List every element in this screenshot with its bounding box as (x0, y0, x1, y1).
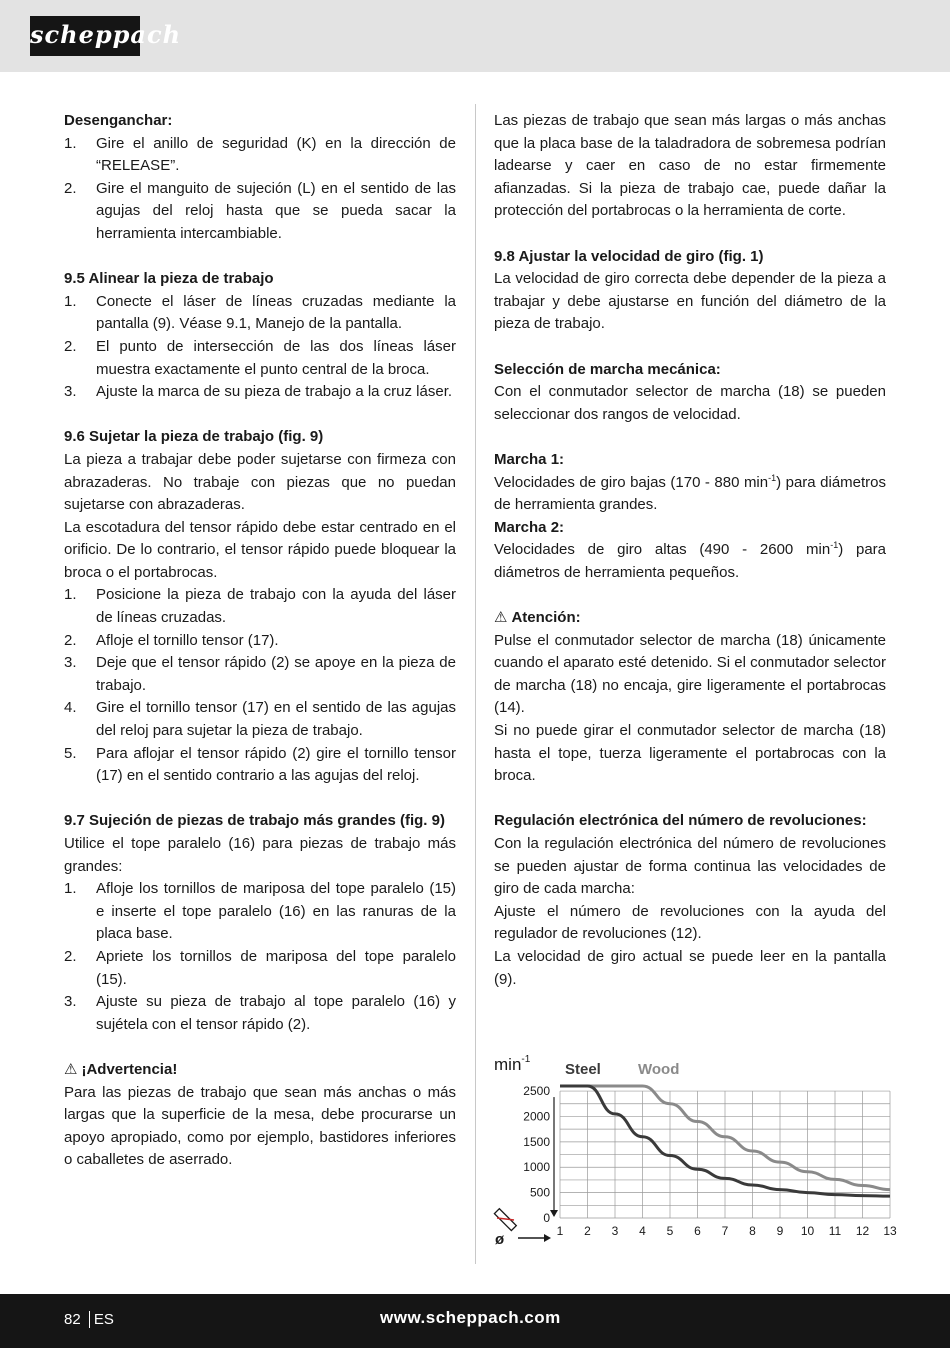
list-item: 1. Gire el anillo de seguridad (K) en la dirección de “RELEASE”. (64, 134, 456, 175)
paragraph: Si no puede girar el conmutador selector de marcha (18) hasta el tope, tuerza ligeramente el portabrocas con la broca. (494, 722, 886, 785)
header-bar (0, 0, 950, 72)
list-item: 3. Deje que el tensor rápido (2) se apoye en la pieza de trabajo. (64, 654, 456, 694)
speed-chart (492, 1048, 904, 1252)
gear-1-text: Velocidades de giro bajas (170 - 880 $\min^{-1}$) para diámetros de herramienta grandes. (494, 472, 887, 514)
desenganchar-heading: Desenganchar: (64, 112, 173, 129)
warning-heading: ⚠ ¡Advertencia! (64, 1059, 456, 1082)
paragraph: Las piezas de trabajo que sean más largas o más anchas que la placa base de la taladradora de sobremesa podrían ladearse y caer en caso de no estar firmemente afianzadas. Si la pieza de trabajo cae, puede dañar la protección del portabrocas o la herramienta de corte. (494, 112, 886, 220)
list-item: 2. Apriete los tornillos de mariposa del tope paralelo (15). (64, 947, 456, 988)
paragraph: La velocidad de giro correcta debe depender de la pieza a trabajar y debe ajustarse en función del diámetro de la pieza de trabajo. (494, 270, 886, 333)
warning-triangle-icon: ⚠ (64, 1060, 78, 1078)
y-tick-label: 2500 (523, 1084, 550, 1099)
list-item: 3. Ajuste su pieza de trabajo al tope paralelo (16) y sujétela con el tensor rápido (2). (64, 993, 456, 1033)
paragraph: Con la regulación electrónica del número de revoluciones se pueden ajustar de forma continua las velocidades de giro de cada marcha: (494, 835, 886, 898)
section-9-7-heading: 9.7 Sujeción de piezas de trabajo más grandes (fig. 9) (64, 812, 445, 830)
paragraph: La velocidad de giro actual se puede leer en la pantalla (9). (494, 947, 886, 988)
x-axis-label: ø (495, 1231, 505, 1248)
x-tick-label: 6 (694, 1224, 701, 1238)
left-column (64, 110, 456, 1172)
chart-legend (565, 1061, 679, 1078)
list-item: 3. Ajuste la marca de su pieza de trabajo a la cruz láser. (64, 383, 453, 401)
gear-selection-heading: Selección de marcha mecánica: (494, 360, 721, 378)
electronic-regulation-heading: Regulación electrónica del número de revoluciones: (494, 812, 867, 830)
x-tick-label: 11 (828, 1224, 842, 1238)
section-9-5-heading: 9.5 Alinear la pieza de trabajo (64, 270, 274, 288)
gear-1-heading: Marcha 1: (494, 450, 565, 468)
warning-triangle-icon: ⚠ (494, 609, 508, 627)
attention-heading: ⚠ Atención: (494, 607, 886, 630)
list-item: 1. Afloje los tornillos de mariposa del tope paralelo (15) e inserte el tope paralelo (16) en las ranuras de la placa base. (64, 880, 456, 943)
section-9-7-list (64, 878, 456, 1036)
footer-bar (0, 1294, 950, 1348)
chart-grid (560, 1091, 890, 1218)
section-9-6-heading: 9.6 Sujetar la pieza de trabajo (fig. 9) (64, 428, 324, 446)
x-tick-label: 8 (749, 1224, 756, 1238)
chart-ticks (523, 1084, 897, 1238)
y-tick-label: 500 (529, 1185, 550, 1200)
list-item: 2. Gire el manguito de sujeción (L) en el sentido de las agujas del reloj hasta que se pueda sacar la herramienta intercambiable. (64, 179, 456, 242)
section-9-6-list (64, 584, 456, 787)
y-axis-label: $\min^{-1}$ (494, 1054, 531, 1074)
x-tick-label: 4 (639, 1224, 646, 1238)
list-item: 1. Posicione la pieza de trabajo con la ayuda del láser de líneas cruzadas. (64, 586, 456, 627)
x-tick-label: 10 (800, 1224, 815, 1238)
x-tick-label: 12 (855, 1224, 870, 1238)
y-tick-label: 2000 (523, 1109, 550, 1124)
gear-2-heading: Marcha 2: (494, 518, 565, 536)
warning-text: Para las piezas de trabajo que sean más anchas o más largas que la superficie de la mesa, debe procurarse un apoyo apropiado, como por ejemplo, bastidores inferiores o caballetes de aserrado. (64, 1083, 456, 1169)
x-tick-label: 3 (611, 1224, 619, 1238)
list-item: 5. Para aflojar el tensor rápido (2) gire el tornillo tensor (17) en el sentido contrario a las agujas del reloj. (64, 744, 456, 785)
list-item: 2. El punto de intersección de las dos líneas láser muestra exactamente el punto central de la broca. (64, 337, 456, 378)
desenganchar-list (64, 133, 456, 246)
list-item: 4. Gire el tornillo tensor (17) en el sentido de las agujas del reloj para sujetar la pieza de trabajo. (64, 699, 456, 740)
paragraph: La pieza a trabajar debe poder sujetarse con firmeza con abrazaderas. No trabaje con piezas que no puedan sujetarse con abrazaderas. (64, 450, 456, 514)
paragraph: Con el conmutador selector de marcha (18) se pueden seleccionar dos rangos de velocidad. (494, 383, 886, 423)
y-tick-label: 0 (543, 1211, 550, 1225)
page-number: 82 ES (64, 1311, 114, 1328)
scheppach-logo (30, 16, 182, 56)
column-divider (475, 104, 476, 1264)
legend-steel: Steel (565, 1061, 601, 1078)
list-item: 1. Conecte el láser de líneas cruzadas mediante la pantalla (9). Véase 9.1, Manejo de la pantalla. (64, 292, 456, 333)
paragraph: Ajuste el número de revoluciones con la ayuda del regulador de revoluciones (12). (494, 902, 886, 943)
x-tick-label: 9 (776, 1224, 784, 1238)
y-tick-label: 1500 (523, 1134, 550, 1149)
right-column (494, 110, 886, 991)
logo-text: scheppach (30, 20, 182, 49)
x-tick-label: 7 (721, 1224, 729, 1238)
paragraph: La escotadura del tensor rápido debe estar centrado en el orificio. De lo contrario, el tensor rápido puede bloquear la broca o el portabrocas. (64, 518, 456, 581)
x-tick-label: 2 (584, 1224, 591, 1238)
legend-wood: Wood (638, 1061, 680, 1078)
section-9-8-heading: 9.8 Ajustar la velocidad de giro (fig. 1) (494, 247, 764, 265)
paragraph: Pulse el conmutador selector de marcha (18) únicamente cuando el aparato esté detenido. Si el conmutador selector de marcha (18) no encaja, gire ligeramente el portabrocas (14). (494, 631, 886, 717)
x-tick-label: 1 (556, 1224, 564, 1238)
gear-2-text: Velocidades de giro altas (490 - 2600 $\min^{-1}$) para diámetros de herramienta pequeños. (494, 540, 887, 581)
y-axis-arrow-head (550, 1210, 558, 1217)
x-tick-label: 5 (666, 1224, 674, 1238)
y-tick-label: 1000 (523, 1160, 550, 1175)
paragraph: Utilice el tope paralelo (16) para piezas de trabajo más grandes: (64, 835, 456, 875)
section-9-5-list (64, 291, 456, 404)
x-tick-label: 13 (883, 1224, 897, 1238)
drill-bit-icon (494, 1209, 516, 1231)
list-item: 2. Afloje el tornillo tensor (17). (64, 631, 279, 649)
website-url[interactable]: www.scheppach.com (380, 1308, 561, 1327)
